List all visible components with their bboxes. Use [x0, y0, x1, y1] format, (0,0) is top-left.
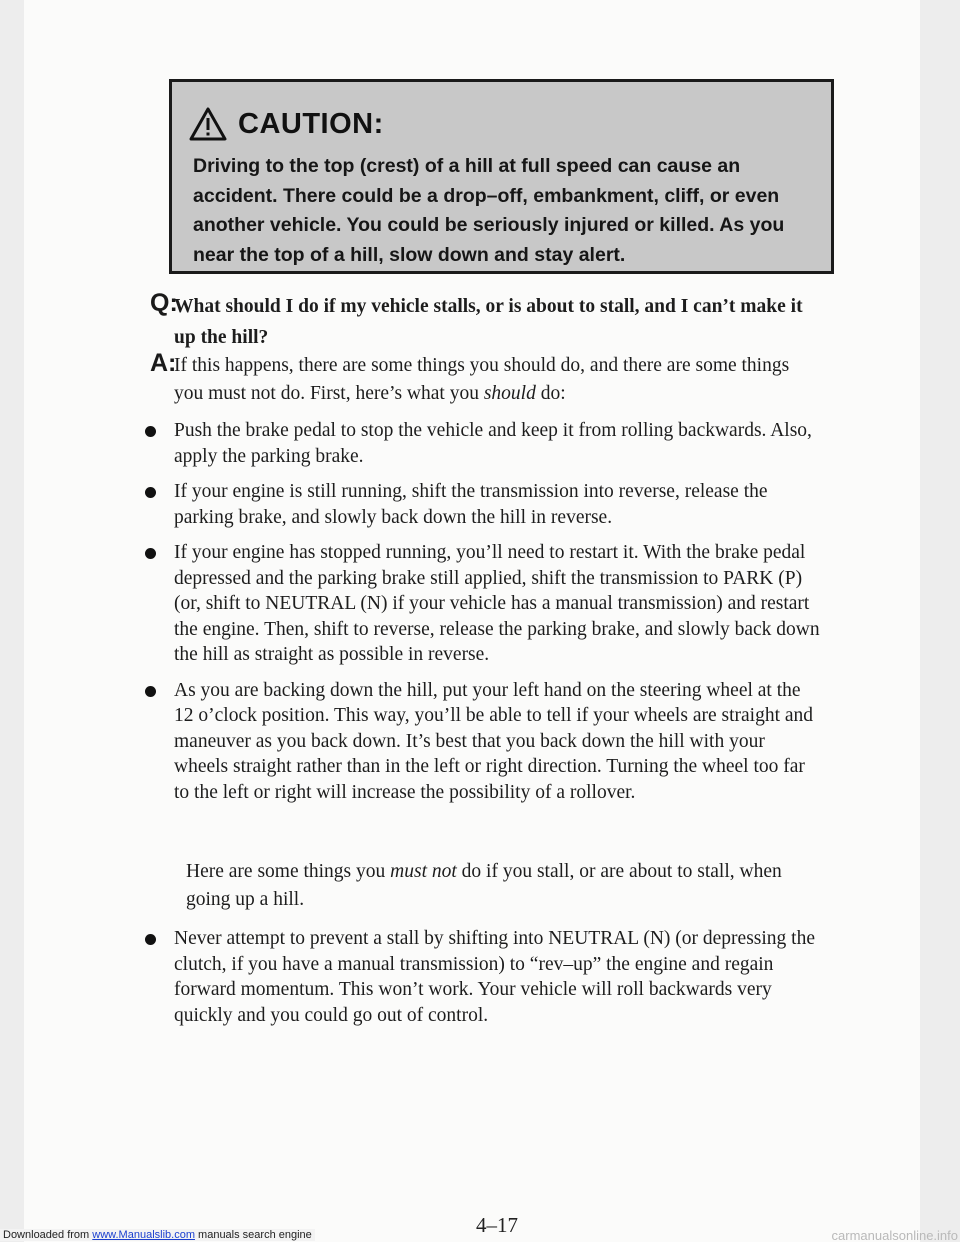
list-item-text: As you are backing down the hill, put your left hand on the steering wheel at the 12 o’clock position. This way, you’ll be able to tell if your wheels are straight and maneuver as you back down. It’s best that you back down the hill with your wheels straight rather than in the left or right direction. Turning the wheel too far to the left or right will increase the possibility of a rollover.	[174, 679, 814, 803]
caution-box	[169, 79, 834, 274]
page-number: 4–17	[476, 1213, 518, 1237]
intro-text-end: do if you stall, or are about to stall, when going up a hill.	[186, 861, 782, 910]
caution-title: CAUTION:	[238, 107, 384, 140]
list-item	[174, 926, 822, 1028]
list-item-text: If your engine has stopped running, you’ll need to restart it. With the brake pedal depressed and the parking brake still applied, shift the transmission to PARK (P) (or, shift to NEUTRAL (N) if your vehicle has a manual transmission) and restart the engine. Then, shift to reverse, release the parking brake, and slowly back down the hill as straight as possible in reverse.	[174, 542, 820, 665]
should-do-list	[174, 418, 822, 815]
answer-text-end: do:	[535, 383, 566, 404]
list-item	[174, 678, 822, 806]
bullet-icon	[145, 426, 156, 437]
list-item	[174, 540, 822, 668]
question-text: What should I do if my vehicle stalls, or is about to stall, and I can’t make it up the hill?	[174, 296, 803, 348]
intro-emphasis: must not	[390, 861, 457, 882]
bullet-icon	[145, 487, 156, 498]
manual-page	[24, 0, 920, 1242]
banner-prefix: Downloaded from	[3, 1229, 93, 1241]
answer-text: If this happens, there are some things you should do, and there are some things you must not do. First, here’s what you	[174, 355, 790, 404]
answer-letter: A:	[150, 349, 177, 377]
question-block	[150, 289, 814, 353]
warning-triangle-icon	[188, 106, 228, 142]
caution-header	[188, 104, 384, 144]
bullet-icon	[145, 686, 156, 697]
list-item	[174, 418, 822, 469]
must-not-intro	[186, 858, 826, 914]
watermark: carmanualsonline.info	[831, 1228, 958, 1242]
manualslib-link[interactable]: www.Manualslib.com	[92, 1229, 195, 1241]
banner-suffix: manuals search engine	[194, 1229, 312, 1241]
bullet-icon	[145, 934, 156, 945]
answer-emphasis: should	[483, 383, 536, 404]
must-not-list	[174, 926, 822, 1038]
list-item-text: Push the brake pedal to stop the vehicle and keep it from rolling backwards. Also, apply the parking brake.	[174, 420, 812, 467]
caution-text: Driving to the top (crest) of a hill at full speed can cause an accident. There could be a drop–off, embankment, cliff, or even another vehicle. You could be seriously injured or killed. As you near the top of a hill, slow down and stay alert.	[193, 155, 785, 266]
answer-block	[150, 349, 814, 408]
intro-text: Here are some things you	[186, 861, 391, 882]
list-item	[174, 479, 822, 530]
bullet-icon	[145, 548, 156, 559]
download-banner	[0, 1229, 315, 1241]
question-letter: Q:	[150, 289, 178, 317]
list-item-text: If your engine is still running, shift the transmission into reverse, release the parking brake, and slowly back down the hill in reverse.	[174, 481, 768, 528]
list-item-text: Never attempt to prevent a stall by shifting into NEUTRAL (N) (or depressing the clutch, if you have a manual transmission) to “rev–up” the engine and regain forward momentum. This won’t work. Your vehicle will roll backwards very quickly and you could go out of control.	[174, 928, 815, 1026]
